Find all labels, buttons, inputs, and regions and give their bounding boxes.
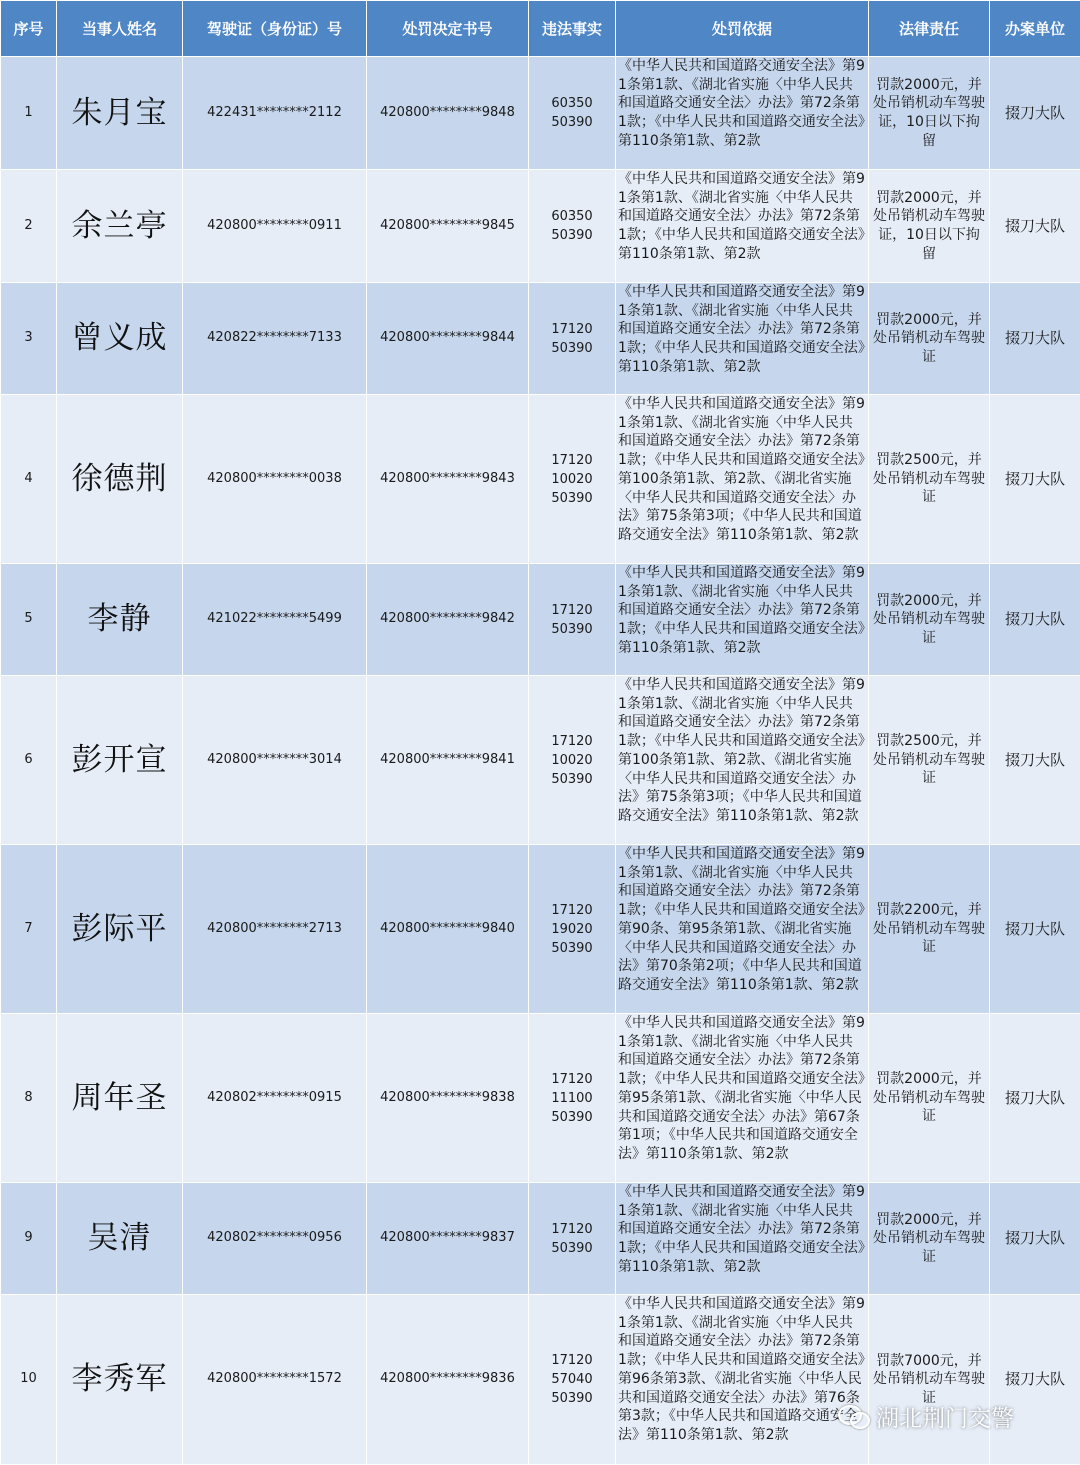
header-name: 当事人姓名: [57, 1, 183, 57]
cell-license: 420802********0915: [183, 1014, 367, 1183]
header-basis: 处罚依据: [616, 1, 869, 57]
cell-basis: 《中华人民共和国道路交通安全法》第91条第1款、《湖北省实施〈中华人民共和国道路交通安全法〉办法》第72条第1款；《中华人民共和国道路交通安全法》第110条第1款、第2款: [616, 170, 869, 283]
violation-code: 50390: [529, 226, 615, 245]
cell-name: 李秀军: [57, 1295, 183, 1465]
cell-decision: 420800********9837: [367, 1183, 529, 1295]
violation-code: 50390: [529, 1108, 615, 1127]
cell-license: 420800********0911: [183, 170, 367, 283]
header-decision: 处罚决定书号: [367, 1, 529, 57]
cell-seq: 8: [1, 1014, 57, 1183]
cell-basis: 《中华人民共和国道路交通安全法》第91条第1款、《湖北省实施〈中华人民共和国道路交通安全法〉办法》第72条第1款；《中华人民共和国道路交通安全法》第96条第3款、《湖北省实施〈中华人民共和国道路交通安全法〉办法》第76条第3款；《中华人民共和国道路交通安全法》第110条第1款、第2款: [616, 1295, 869, 1465]
cell-violation: [529, 57, 616, 170]
cell-violation: [529, 170, 616, 283]
violation-code: 50390: [529, 1239, 615, 1258]
header-seq: 序号: [1, 1, 57, 57]
cell-violation: [529, 283, 616, 395]
cell-basis: 《中华人民共和国道路交通安全法》第91条第1款、《湖北省实施〈中华人民共和国道路交通安全法〉办法》第72条第1款；《中华人民共和国道路交通安全法》第110条第1款、第2款: [616, 283, 869, 395]
violation-code: 60350: [529, 94, 615, 113]
violation-code: 17120: [529, 1351, 615, 1370]
cell-unit: 掇刀大队: [990, 1183, 1080, 1295]
cell-decision: 420800********9843: [367, 395, 529, 564]
cell-responsibility: 罚款2000元，并处吊销机动车驾驶证: [869, 564, 990, 676]
cell-seq: 1: [1, 57, 57, 170]
cell-seq: 5: [1, 564, 57, 676]
cell-violation: [529, 1295, 616, 1465]
watermark: [838, 1398, 1074, 1434]
violation-code: 17120: [529, 451, 615, 470]
cell-seq: 6: [1, 676, 57, 845]
cell-responsibility: 罚款2000元，并处吊销机动车驾驶证，10日以下拘留: [869, 170, 990, 283]
cell-violation: [529, 1014, 616, 1183]
violation-code: 50390: [529, 339, 615, 358]
cell-license: 420800********2713: [183, 845, 367, 1014]
cell-seq: 9: [1, 1183, 57, 1295]
cell-responsibility: 罚款2000元，并处吊销机动车驾驶证，10日以下拘留: [869, 57, 990, 170]
cell-name: 朱月宝: [57, 57, 183, 170]
header-row: [1, 1, 1080, 57]
cell-decision: 420800********9842: [367, 564, 529, 676]
cell-decision: 420800********9845: [367, 170, 529, 283]
cell-license: 422431********2112: [183, 57, 367, 170]
cell-unit: 掇刀大队: [990, 1014, 1080, 1183]
cell-name: 李静: [57, 564, 183, 676]
table-row: [1, 395, 1080, 564]
cell-license: 420802********0956: [183, 1183, 367, 1295]
violation-code: 11100: [529, 1089, 615, 1108]
cell-license: 420800********1572: [183, 1295, 367, 1465]
violation-code: 19020: [529, 920, 615, 939]
cell-unit: 掇刀大队: [990, 57, 1080, 170]
table-row: [1, 845, 1080, 1014]
violation-code: 57040: [529, 1370, 615, 1389]
cell-unit: 掇刀大队: [990, 1295, 1080, 1465]
cell-responsibility: 罚款7000元，并处吊销机动车驾驶证: [869, 1295, 990, 1465]
header-responsibility: 法律责任: [869, 1, 990, 57]
cell-decision: 420800********9848: [367, 57, 529, 170]
table-row: [1, 170, 1080, 283]
cell-name: 彭开宣: [57, 676, 183, 845]
violation-code: 10020: [529, 751, 615, 770]
cell-unit: 掇刀大队: [990, 283, 1080, 395]
violation-code: 17120: [529, 1070, 615, 1089]
cell-violation: [529, 564, 616, 676]
cell-decision: 420800********9844: [367, 283, 529, 395]
table-row: [1, 564, 1080, 676]
cell-name: 彭际平: [57, 845, 183, 1014]
violation-code: 50390: [529, 620, 615, 639]
cell-basis: 《中华人民共和国道路交通安全法》第91条第1款、《湖北省实施〈中华人民共和国道路交通安全法〉办法》第72条第1款；《中华人民共和国道路交通安全法》第110条第1款、第2款: [616, 57, 869, 170]
cell-basis: 《中华人民共和国道路交通安全法》第91条第1款、《湖北省实施〈中华人民共和国道路交通安全法〉办法》第72条第1款；《中华人民共和国道路交通安全法》第100条第1款、第2款、《湖北省实施〈中华人民共和国道路交通安全法〉办法》第75条第3项；《中华人民共和国道路交通安全法》第110条第1款、第2款: [616, 395, 869, 564]
table-row: [1, 1014, 1080, 1183]
cell-responsibility: 罚款2500元，并处吊销机动车驾驶证: [869, 395, 990, 564]
violation-code: 50390: [529, 489, 615, 508]
cell-violation: [529, 395, 616, 564]
table-row: [1, 57, 1080, 170]
cell-seq: 2: [1, 170, 57, 283]
violation-code: 10020: [529, 470, 615, 489]
watermark-text: 湖北荆门交警: [876, 1400, 1014, 1433]
header-violation: 违法事实: [529, 1, 616, 57]
violation-code: 17120: [529, 901, 615, 920]
cell-seq: 3: [1, 283, 57, 395]
cell-name: 余兰亭: [57, 170, 183, 283]
cell-decision: 420800********9840: [367, 845, 529, 1014]
cell-license: 420800********0038: [183, 395, 367, 564]
violation-code: 60350: [529, 207, 615, 226]
cell-decision: 420800********9836: [367, 1295, 529, 1465]
cell-license: 420800********3014: [183, 676, 367, 845]
cell-basis: 《中华人民共和国道路交通安全法》第91条第1款、《湖北省实施〈中华人民共和国道路交通安全法〉办法》第72条第1款；《中华人民共和国道路交通安全法》第110条第1款、第2款: [616, 564, 869, 676]
table-row: [1, 1183, 1080, 1295]
violation-code: 50390: [529, 113, 615, 132]
cell-responsibility: 罚款2000元，并处吊销机动车驾驶证: [869, 1183, 990, 1295]
table-row: [1, 1295, 1080, 1465]
violation-code: 17120: [529, 320, 615, 339]
violation-code: 50390: [529, 1389, 615, 1408]
cell-unit: 掇刀大队: [990, 170, 1080, 283]
cell-basis: 《中华人民共和国道路交通安全法》第91条第1款、《湖北省实施〈中华人民共和国道路交通安全法〉办法》第72条第1款；《中华人民共和国道路交通安全法》第95条第1款、《湖北省实施〈中华人民共和国道路交通安全法〉办法》第67条第1项；《中华人民共和国道路交通安全法》第110条第1款、第2款: [616, 1014, 869, 1183]
cell-unit: 掇刀大队: [990, 845, 1080, 1014]
violation-code: 50390: [529, 770, 615, 789]
cell-seq: 10: [1, 1295, 57, 1465]
cell-name: 曾义成: [57, 283, 183, 395]
wechat-icon: [838, 1403, 868, 1429]
violation-code: 17120: [529, 1220, 615, 1239]
cell-license: 420822********7133: [183, 283, 367, 395]
cell-basis: 《中华人民共和国道路交通安全法》第91条第1款、《湖北省实施〈中华人民共和国道路交通安全法〉办法》第72条第1款；《中华人民共和国道路交通安全法》第100条第1款、第2款、《湖北省实施〈中华人民共和国道路交通安全法〉办法》第75条第3项；《中华人民共和国道路交通安全法》第110条第1款、第2款: [616, 676, 869, 845]
cell-seq: 4: [1, 395, 57, 564]
cell-name: 周年圣: [57, 1014, 183, 1183]
cell-violation: [529, 1183, 616, 1295]
cell-responsibility: 罚款2200元，并处吊销机动车驾驶证: [869, 845, 990, 1014]
table-body: [1, 57, 1080, 1465]
cell-violation: [529, 845, 616, 1014]
header-license: 驾驶证（身份证）号: [183, 1, 367, 57]
cell-decision: 420800********9838: [367, 1014, 529, 1183]
cell-decision: 420800********9841: [367, 676, 529, 845]
cell-name: 徐德荆: [57, 395, 183, 564]
cell-responsibility: 罚款2000元，并处吊销机动车驾驶证: [869, 283, 990, 395]
cell-responsibility: 罚款2000元，并处吊销机动车驾驶证: [869, 1014, 990, 1183]
cell-unit: 掇刀大队: [990, 676, 1080, 845]
cell-responsibility: 罚款2500元，并处吊销机动车驾驶证: [869, 676, 990, 845]
table-row: [1, 676, 1080, 845]
table-row: [1, 283, 1080, 395]
header-unit: 办案单位: [990, 1, 1080, 57]
cell-unit: 掇刀大队: [990, 564, 1080, 676]
cell-license: 421022********5499: [183, 564, 367, 676]
violation-code: 17120: [529, 732, 615, 751]
cell-basis: 《中华人民共和国道路交通安全法》第91条第1款、《湖北省实施〈中华人民共和国道路交通安全法〉办法》第72条第1款；《中华人民共和国道路交通安全法》第110条第1款、第2款: [616, 1183, 869, 1295]
violation-code: 17120: [529, 601, 615, 620]
cell-violation: [529, 676, 616, 845]
cell-unit: 掇刀大队: [990, 395, 1080, 564]
cell-name: 吴清: [57, 1183, 183, 1295]
cell-basis: 《中华人民共和国道路交通安全法》第91条第1款、《湖北省实施〈中华人民共和国道路交通安全法〉办法》第72条第1款；《中华人民共和国道路交通安全法》第90条、第95条第1款、《湖北省实施〈中华人民共和国道路交通安全法〉办法》第70条第2项；《中华人民共和国道路交通安全法》第110条第1款、第2款: [616, 845, 869, 1014]
cell-seq: 7: [1, 845, 57, 1014]
violation-code: 50390: [529, 939, 615, 958]
